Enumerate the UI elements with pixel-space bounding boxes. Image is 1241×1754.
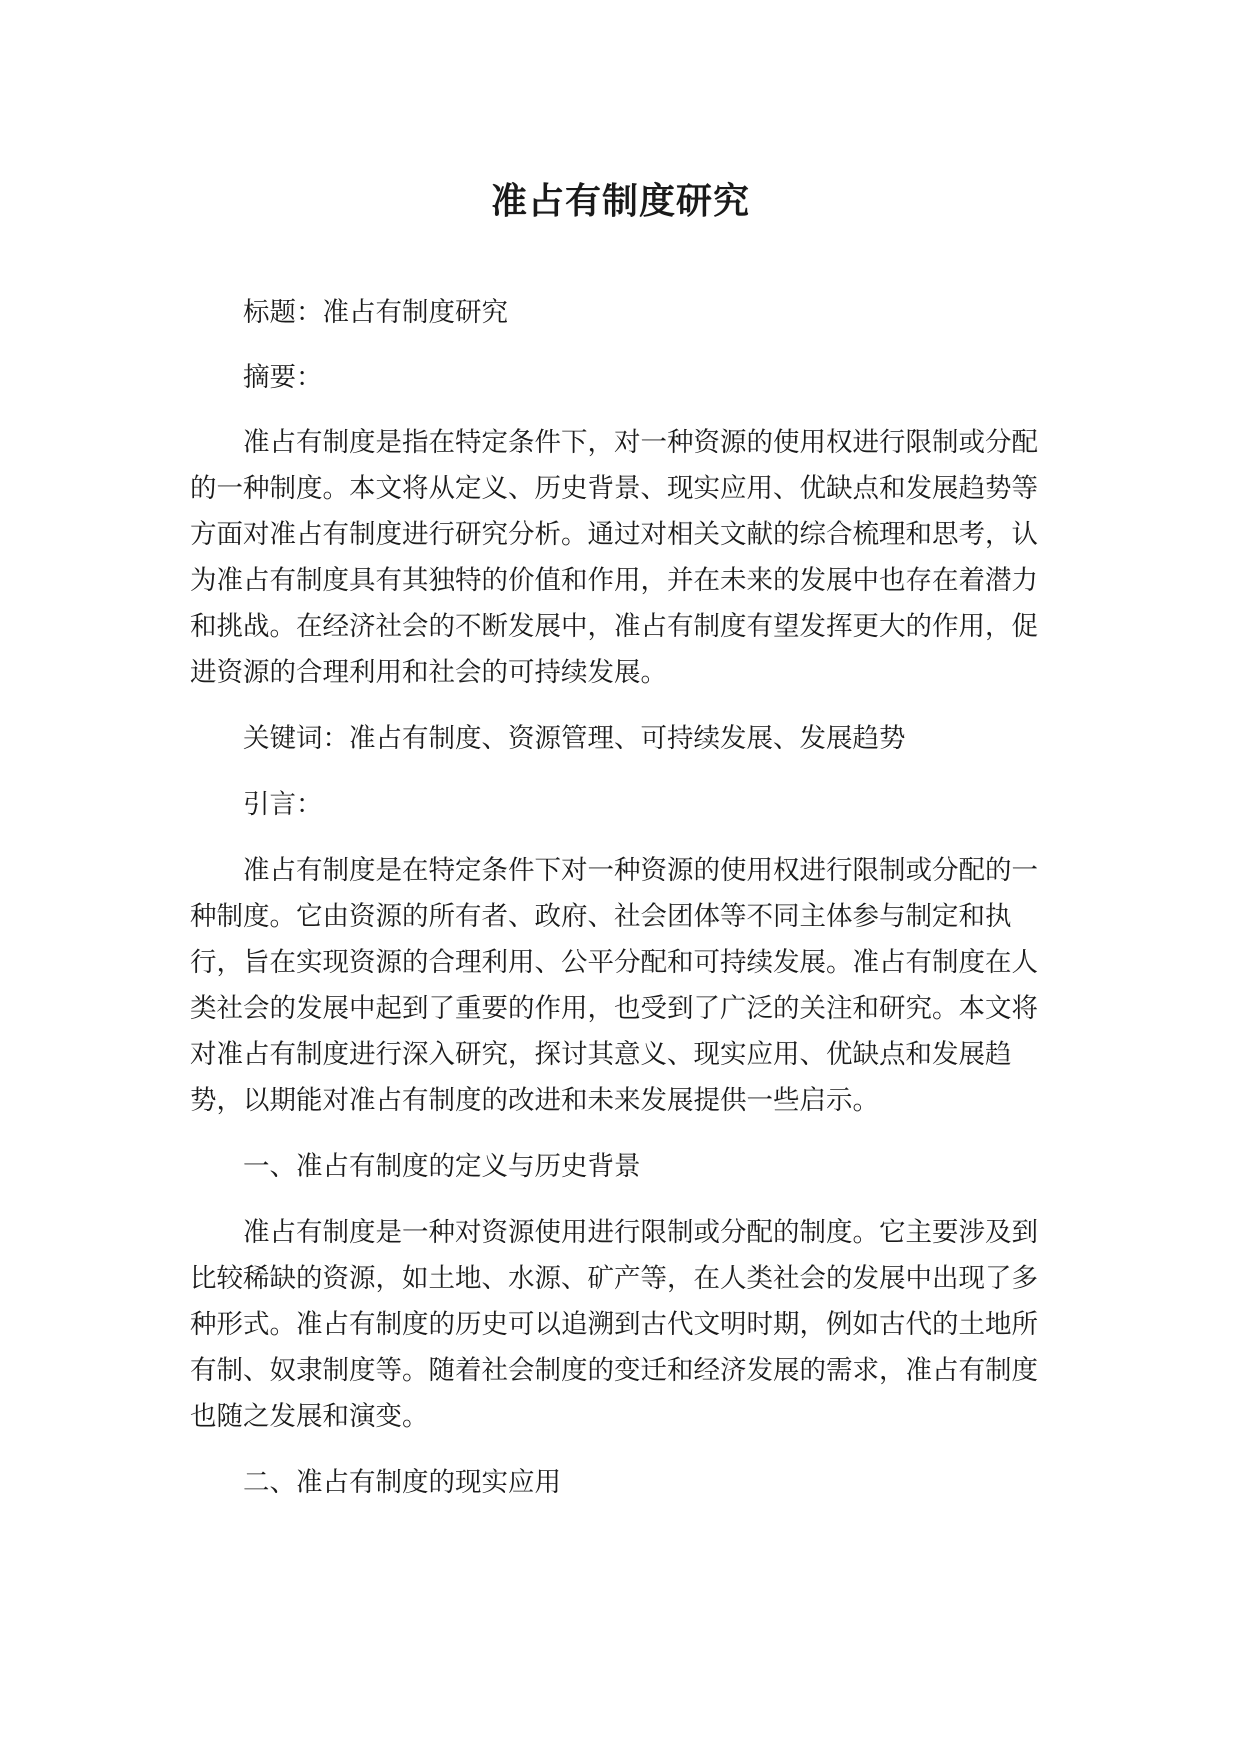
section-1-paragraph: 准占有制度是一种对资源使用进行限制或分配的制度。它主要涉及到比较稀缺的资源，如土地、水源、矿产等，在人类社会的发展中出现了多种形式。准占有制度的历史可以追溯到古代文明时期，例如古代的土地所有制、奴隶制度等。随着社会制度的变迁和经济发展的需求，准占有制度也随之发展和演变。 xyxy=(190,1217,1038,1432)
document-title: 准占有制度研究 xyxy=(490,181,750,222)
document-body xyxy=(190,290,1045,1506)
introduction-heading: 引言： xyxy=(243,789,323,820)
title-line: 标题：准占有制度研究 xyxy=(243,297,508,328)
abstract-heading: 摘要： xyxy=(243,362,323,393)
section-heading-2: 二、准占有制度的现实应用 xyxy=(243,1467,561,1498)
section-heading-1: 一、准占有制度的定义与历史背景 xyxy=(243,1151,641,1182)
introduction-paragraph: 准占有制度是在特定条件下对一种资源的使用权进行限制或分配的一种制度。它由资源的所有者、政府、社会团体等不同主体参与制定和执行，旨在实现资源的合理利用、公平分配和可持续发展。准占有制度在人类社会的发展中起到了重要的作用，也受到了广泛的关注和研究。本文将对准占有制度进行深入研究，探讨其意义、现实应用、优缺点和发展趋势，以期能对准占有制度的改进和未来发展提供一些启示。 xyxy=(190,855,1038,1116)
abstract-paragraph: 准占有制度是指在特定条件下，对一种资源的使用权进行限制或分配的一种制度。本文将从定义、历史背景、现实应用、优缺点和发展趋势等方面对准占有制度进行研究分析。通过对相关文献的综合梳理和思考，认为准占有制度具有其独特的价值和作用，并在未来的发展中也存在着潜力和挑战。在经济社会的不断发展中，准占有制度有望发挥更大的作用，促进资源的合理利用和社会的可持续发展。 xyxy=(190,427,1038,688)
keywords-line: 关键词：准占有制度、资源管理、可持续发展、发展趋势 xyxy=(243,723,906,754)
